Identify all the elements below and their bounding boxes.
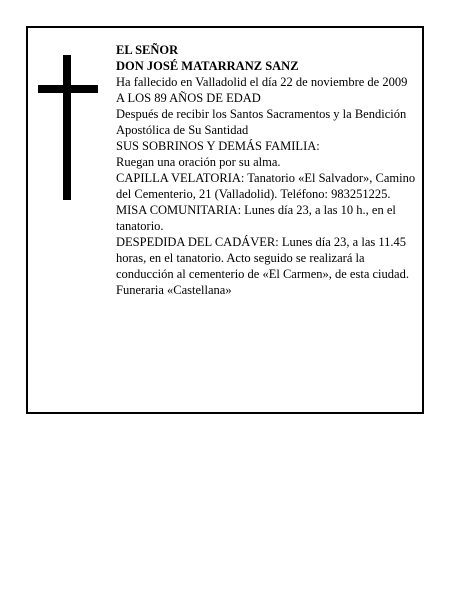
obituary-notice <box>26 26 424 414</box>
death-info: Ha fallecido en Valladolid el día 22 de noviembre de 2009 <box>116 75 408 89</box>
farewell-info: DESPEDIDA DEL CADÁVER: Lunes día 23, a las 11.45 horas, en el tanatorio. Acto seguido se realizará la conducción al cementerio de «El Carmen», de esta ciudad. <box>116 235 409 281</box>
cross-vertical-bar <box>63 55 71 200</box>
cross-horizontal-bar <box>38 85 98 93</box>
sacraments-info: Después de recibir los Santos Sacramentos y la Bendición Apostólica de Su Santidad <box>116 107 407 137</box>
age-info: A LOS 89 AÑOS DE EDAD <box>116 91 261 105</box>
notice-title: EL SEÑOR <box>116 43 179 57</box>
chapel-info: CAPILLA VELATORIA: Tanatorio «El Salvador», Camino del Cementerio, 21 (Valladolid). Teléfono: 983251225. <box>116 171 416 201</box>
funeral-home: Funeraria «Castellana» <box>116 283 232 297</box>
notice-text-block <box>116 42 424 298</box>
cross-icon <box>38 55 98 200</box>
deceased-name: DON JOSÉ MATARRANZ SANZ <box>116 59 299 73</box>
prayer-request: Ruegan una oración por su alma. <box>116 155 281 169</box>
mass-info: MISA COMUNITARIA: Lunes día 23, a las 10 h., en el tanatorio. <box>116 203 396 233</box>
family-heading: SUS SOBRINOS Y DEMÁS FAMILIA: <box>116 139 320 153</box>
